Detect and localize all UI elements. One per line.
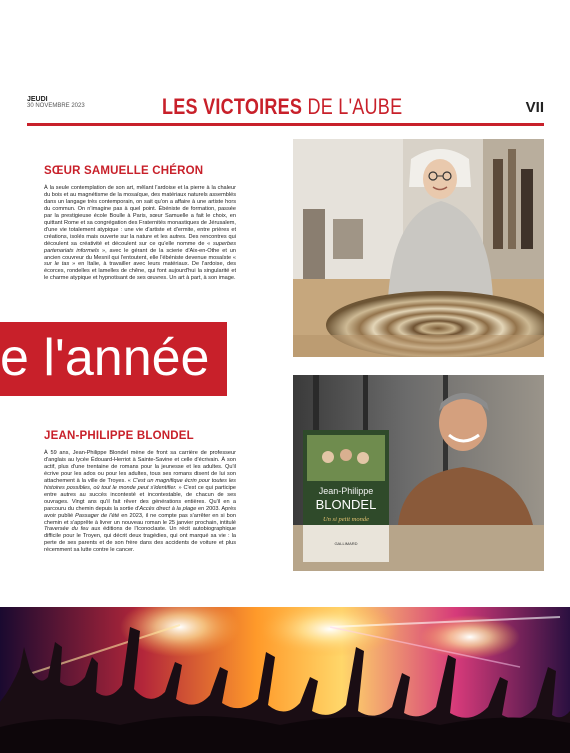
book-author-last: BLONDEL — [315, 497, 377, 512]
header-date — [27, 96, 85, 110]
article-body-blondel: À 59 ans, Jean-Philippe Blondel mène de front sa carrière de professeur d'anglais au lycée Édouard-Herriot à Sainte-Savine et celle d'écrivain. À son actif, plus d'une trentaine de romans pour la jeunesse et les adultes. Qu'il écrive pour les ados ou pour les adultes, tous ses romans disent de lui son attachement à la ville de Troyes. « C'est un magnifique écrin pour toutes les histoires possibles, où tout le monde peut s'identifier. » C'est ce qui participe entre autres au succès incontesté et incontestable, de chacun de ses ouvrages. Vingt ans qu'il fait rêver des générations entières. Qu'il en a parcouru du chemin depuis la sortie d'Accès direct à la plage en 2003. Après avoir publié Passager de l'été en 2023, il ne compte pas s'arrêter en si bon chemin et s'apprête à livrer un nouveau roman le 25 janvier prochain, intitulé Traversée du feu aux éditions de l'Iconoclaste. Un récit autobiographique difficile pour le Troyen, qui décrit deux tragédies, qui ont marqué sa vie : la perte de ses parents et de son frère dans des accidents de voiture et plus récemment sa lutte contre le cancer. — [44, 450, 237, 554]
article-title-blondel: JEAN-PHILIPPE BLONDEL — [44, 430, 194, 442]
section-title-light: DE L'AUBE — [307, 94, 403, 119]
nun-with-mosaic-photo — [293, 139, 544, 357]
book-author-first: Jean-Philippe — [318, 486, 374, 496]
year-banner — [0, 322, 227, 396]
article-body-cheron: À la seule contemplation de son art, mêlant l'ardoise et la pierre à la chaleur du bois et au magnétisme de la mosaïque, des matériaux naturels assemblés dans un langage très contemporain, on sait qu'on a affaire à une artiste hors du commun. On n'imagine pas à quel point. Ébéniste de formation, passée par la prestigieuse école Boulle à Paris, sœur Samuelle a fait le choix, en quittant Rome et sa congrégation des Fraternités monastiques de Jérusalem, d'une vie totalement atypique : une vie d'artiste et d'ermite, entre prières et créations, isolés mais ouverte sur la nature et les autres. Des rencontres qui découlent sa créativité et découlent sur ce qu'elle nomme de « superbes partenariats informels », avec le gérant de la scierie d'Aix-en-Othe et un ancien couvreur du Mesnil qui l'entoutent, elle l'ébéniste devenue mosaïste « sur le tas » en Italie, à travailler avec leurs matériaux. De l'ardoise, des écorces, rondelles et lamelles de chêne, qui font aujourd'hui la singularité et le charme atypique et hypnotisant de ses œuvres. Un art à part, à son image. — [44, 185, 236, 282]
year-banner-text: e l'année — [0, 329, 210, 387]
header-rule — [27, 123, 544, 126]
author-with-book-photo — [293, 375, 544, 571]
section-title — [162, 94, 402, 120]
concert-crowd-photo — [0, 607, 570, 753]
page-number: VII — [525, 99, 544, 116]
header-day: JEUDI — [27, 96, 48, 103]
article-title-cheron: SŒUR SAMUELLE CHÉRON — [44, 165, 204, 177]
header-date-text: 30 NOVEMBRE 2023 — [27, 103, 85, 110]
book-publisher: GALLIMARD — [334, 541, 358, 546]
section-title-strong: LES VICTOIRES — [162, 94, 303, 119]
book-subtitle: Un si petit monde — [322, 516, 370, 523]
